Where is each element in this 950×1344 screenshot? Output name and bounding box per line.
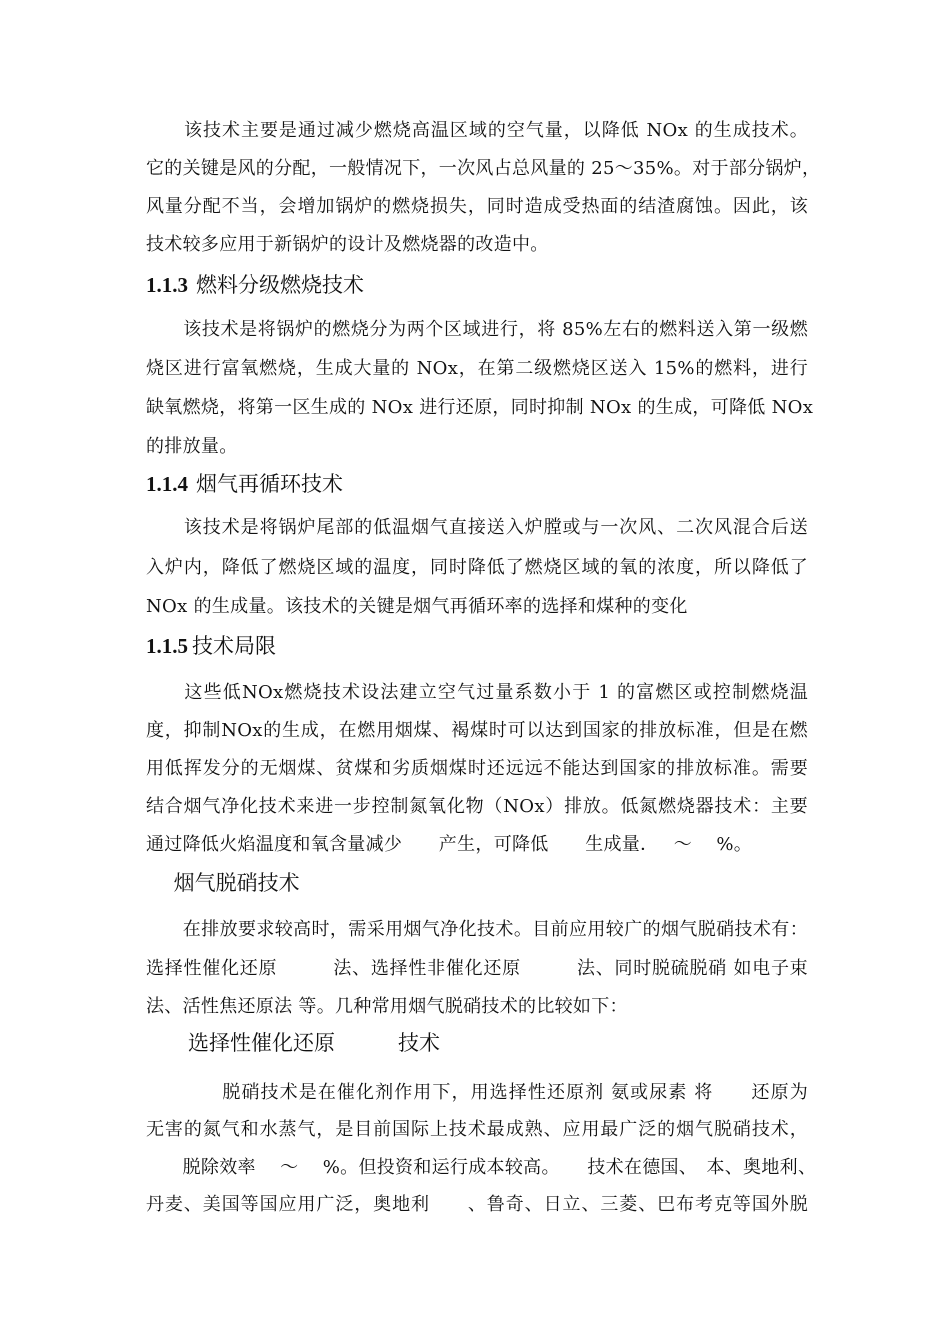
paragraph-line: 选择性催化还原 法、选择性非催化还原 法、同时脱硫脱硝 如电子束	[146, 958, 808, 979]
paragraph-line: 该技术主要是通过减少燃烧高温区域的空气量，以降低 NOx 的生成技术。	[146, 120, 808, 141]
paragraph-line: 入炉内，降低了燃烧区域的温度，同时降低了燃烧区域的氧的浓度，所以降低了	[146, 557, 808, 578]
section-heading	[146, 869, 300, 897]
section-title: 选择性催化还原 技术	[146, 1031, 440, 1055]
section-heading	[146, 1029, 440, 1057]
paragraph-line: 缺氧燃烧，将第一区生成的 NOx 进行还原，同时抑制 NOx 的生成，可降低 NOx	[146, 397, 814, 418]
section-heading	[146, 632, 276, 660]
paragraph-line: NOx 的生成量。该技术的关键是烟气再循环率的选择和煤种的变化	[146, 596, 688, 617]
paragraph-line: 技术较多应用于新锅炉的设计及燃烧器的改造中。	[146, 234, 549, 255]
section-heading	[146, 470, 343, 498]
paragraph-line: 用低挥发分的无烟煤、贫煤和劣质烟煤时还远远不能达到国家的排放标准。需要	[146, 758, 808, 779]
paragraph-line: 脱硝技术是在催化剂作用下，用选择性还原剂 氨或尿素 将 还原为	[146, 1082, 808, 1103]
paragraph-line: 法、活性焦还原法 等。几种常用烟气脱硝技术的比较如下：	[146, 996, 628, 1017]
section-title: 烟气脱硝技术	[146, 871, 300, 895]
paragraph-line: 结合烟气净化技术来进一步控制氮氧化物（NOx）排放。低氮燃烧器技术：主要	[146, 796, 808, 817]
section-title: 燃料分级燃烧技术	[196, 273, 364, 297]
paragraph-line: 无害的氮气和水蒸气，是目前国际上技术最成熟、应用最广泛的烟气脱硝技术，	[146, 1119, 808, 1140]
paragraph-line: 脱除效率 ～ %。但投资和运行成本较高。 技术在德国、 本、奥地利、	[146, 1157, 817, 1178]
paragraph-line: 通过降低火焰温度和氧含量减少 产生，可降低 生成量． ～ %。	[146, 834, 753, 855]
section-number: 1.1.4	[146, 472, 188, 496]
section-number: 1.1.3	[146, 273, 188, 297]
paragraph-line: 度，抑制NOx的生成，在燃用烟煤、褐煤时可以达到国家的排放标准，但是在燃	[146, 720, 808, 741]
section-number: 1.1.5	[146, 634, 188, 658]
paragraph-line: 该技术是将锅炉尾部的低温烟气直接送入炉膛或与一次风、二次风混合后送	[146, 517, 808, 538]
paragraph-line: 该技术是将锅炉的燃烧分为两个区域进行，将 85%左右的燃料送入第一级燃	[146, 319, 808, 340]
section-title: 技术局限	[192, 634, 276, 658]
paragraph-line: 丹麦、美国等国应用广泛，奥地利 、鲁奇、日立、三菱、巴布考克等国外脱	[146, 1194, 808, 1215]
section-title: 烟气再循环技术	[196, 472, 343, 496]
paragraph-line: 的排放量。	[146, 436, 238, 457]
paragraph-line: 风量分配不当，会增加锅炉的燃烧损失，同时造成受热面的结渣腐蚀。因此，该	[146, 196, 808, 217]
paragraph-line: 它的关键是风的分配，一般情况下，一次风占总风量的 25～35%。对于部分锅炉，	[146, 158, 821, 179]
section-heading	[146, 271, 364, 299]
paragraph-line: 这些低NOx燃烧技术设法建立空气过量系数小于 1 的富燃区或控制燃烧温	[146, 682, 808, 703]
paragraph-line: 在排放要求较高时，需采用烟气净化技术。目前应用较广的烟气脱硝技术有：	[146, 919, 808, 940]
paragraph-line: 烧区进行富氧燃烧，生成大量的 NOx，在第二级燃烧区送入 15%的燃料，进行	[146, 358, 808, 379]
